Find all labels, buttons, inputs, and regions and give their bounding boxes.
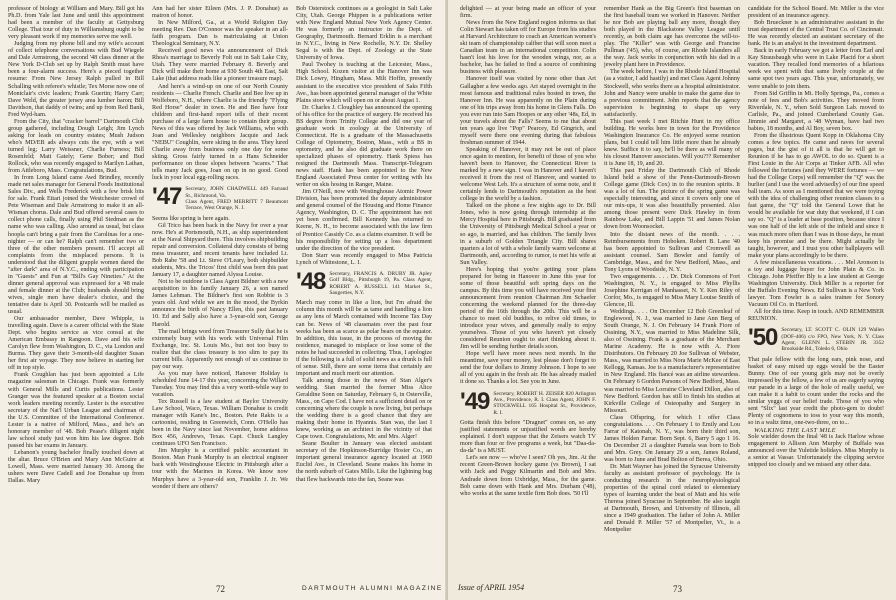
- magazine-title: DARTMOUTH ALUMNI MAGAZINE: [302, 585, 443, 592]
- class-year: '47: [152, 183, 182, 211]
- paragraph: From the City, that "cracker barrel" Dartmouth Club group gathered, including Dough Leigh; Jim Lynch asking for leads on country estates; Mush Judson who's MD/EB ads always cuts the eye, with a wet turned leg; Larry Weissner, Charlie Furness; Bill Rosenfeld; Matt Gately; Gene Bober; and Bud Rollock, who was recently engaged to Marilyn Lathan, from Attleboro, Mass. Congratulations, Bud.: [8, 118, 144, 175]
- paragraph: delighted — at your being made an officer of your firm.: [460, 6, 596, 20]
- paragraph: Back in early February we got a letter from Earl and Kay Strausbaugh who were in Lake Placid for a short vacation. They recalled fond memories of a hilarious week we spent with that same lively couple at the same spot two years ago. This year, unfortunately, we were unable to join them.: [748, 48, 884, 90]
- left-column-2: [152, 6, 288, 491]
- paragraph: A few miscellaneous vocations. . . . Mel Aronson is a toy and luggage buyer for John Plain & Co. in Chicago. John Pfeiffer Bly is a law student at George Washington University. Dick Miller is a reporter for the Buffalo Evening News. Ed Sullivan is a New York lawyer. Tom Fowler is a sales trainee for Sonory Vacuum Oil Co. in Hartford.: [748, 259, 884, 308]
- paragraph: News from the New England region informs us that Colin Stewart has taken off for Europe from his studies at Harvard Architecture to coach an American women's ski team of championship caliber that will soon meet a Canadian team in an international competition. Colin hasn't lost his love for the wooden wings, nor, as a bachelor, has he failed to find a source of combining business with pleasure.: [460, 20, 596, 76]
- paragraph: Sole wielder down the final '48 is Jack Harlow whose engagement to Allison Ann Murphy of Buffalo was announced over the Yuletide holidays. Miss Murphy is a senior at Vassar. Unfortunately the clipping service snipped too closely and we missed any other data.: [748, 434, 884, 469]
- paragraph: Here's hoping that you're getting your plans prepared for being in Hanover in June this year for some of those beautiful soft spring days on the campus. By this time you will have received your first announcement from reunion Chairman Jim Schaefer concerning the weekend planned for the three-day period of the 16th through the 20th. This will be a chance to meet old buddies, to relive old times, to introduce your wives, and generally really to enjoy yourselves. Those of you who haven't yet closely considered Reunion ought to start thinking about it. Jim will be sending further details soon.: [460, 266, 596, 351]
- class-heading-48: [296, 267, 432, 297]
- paragraph: As you may have noticed, Hanover Holiday is scheduled June 14-17 this year, concerning the Willard Tuesday. You may find this a very worth-while way to vacation.: [152, 370, 288, 398]
- paragraph: Gil Trico has been back in the Navy for over a year now. He's at Portsmouth, N.H., as ship superintendent at the Naval Shipyard there. This involves shipbuilding repair and conversion. Collateral duty consists of being mess treasurer, and recent tenants have included Lt. Bob Rabe '58 and Lt. Steve O'Leary, both shipbuilder students, Mrs. the Tricos' first child was born this past January 17, a daughter named Alyssa Louise.: [152, 222, 288, 279]
- paragraph: Don Starr was recently engaged to Miss Patricia Lynch of Whitestone, L. I.: [296, 252, 432, 266]
- paragraph: Weddings. . . . On December 12 Bob Greenleaf of Englewood, N. J., was married to Jane Ann Berg of South Orange, N. J. On February 14 Frank Fiore of Ossining, N.Y., was married to Miss Madeline Silk, also of Ossining. Frank is a graduate of the Merchant Marine Academy. He is now with A. Fiore Distributors. On February 20 Joe Sullivan of Webster, Mass., was married to Miss Nora Marie McKee of East Kellogg, Kansas. Joe is a manufacturer's representative in New England. His fiancé was an airline stewardess. On February 6 Gordon Parsons of New Bedford, Mass. was married to Miss Lorraine Cleveland Dillon, also of New Bedford. Gordon has still to finish his studies at Kirkville College of Osteopathy and Surgery in Missouri.: [604, 309, 740, 414]
- paragraph: Frank Coughlan has just been appointed a Life magazine salesman in Chicago. Frank was formerly with General Mills and Curtis publications. Lester Granger was the featured speaker at a Boston social work leaders meeting recently. Lester is the executive secretary of the Nat'l Urban League and chairman of the U.S. Committee of the International Conference. Lester is a native of Milford, Mass., and he's an honorary member of '48. Bob Pease's diligent night law school study just won him his law degree. Bob passed his bar exams in January.: [8, 372, 144, 449]
- paragraph: That pale fellow with the long ears, pink nose, and basket of easy mixed up eggs would be the Easter Bunny. One of our young girls may not be overly impressed by the fellow, a few of us are eagerly saying our parade in a large of the hole of really useful, we can make it a habit to count under the rocks and the similar yeggs of our belief trade. Those of you who sent "Slix" last year credit the photo-gem to doubt! Plenty of cognomens to toss to your way this month, so in a waltz time, one-two-three, on to...: [748, 356, 884, 427]
- paragraph: Our ambassador member, Dave Whipple, is travelling again. Dave is a career official with the State Dept. who begins service as vice consul at the American Embassy in Rangoon. Dave and his wife Carolyn flew from Washington, D. C., via London and Burma. They gave their 3-month-old daughter Susan her first air voyage. They now believe in starting her off in top style.: [8, 316, 144, 372]
- paragraph: Dr. Charles J. Cloughley has announced the opening of his office for the practice of surgery. He received his BS degree from Trinity College and did one year of graduate work in zoology at the University of Connecticut. He is a graduate of the Massachusetts College of Optometry, Boston, Mass., with a BS in optometry, and he also did graduate work there on specialized phases of optometry. Hank Spiess has resigned the Dartmouth Mass. Transcript-Telegram news staff. Hank has been appointed to the New England Associated Press center for writing with his writer on skis hosing in Ranger, Maine.: [296, 104, 432, 189]
- class-year: '48: [296, 267, 326, 295]
- class-heading-49: [460, 387, 596, 417]
- paragraph: From Sid Griffin in Mt. Holly Springs, Pa., comes a note of fees and Bob's activities. They moved from Riverdale, N. Y., when Sold Surgeon Lab. moved to Carlisle, Pa., and joined Cumberland County Gas. Jimmie and Margaret, a '48 Wyman, have had two babies, 18 months, and Al Boy, seven box.: [748, 90, 884, 132]
- class-officers: Secretary, ROBERT H. ZEISER 820 Arlington Ave., Providence, R. I. Class Agent, JOHN F. STOCKWELL 165 Hospital St., Providence, R. I.: [493, 390, 596, 416]
- left-column-1: [8, 6, 144, 485]
- paragraph: Hope we'll have more news next month. In the meantime, save your money, lest please don't forget to send the four dollars to Jimmy Johnson. I hope to see all of you again in the fresh air. He has already mailed it done so. Thanks a lot. See you in June.: [460, 351, 596, 386]
- paragraph: From the illustrious Quent Kopp in Oklahoma City comes a few topics. He came and raves for several pages, but the gist of it all is that he will get to Reunion if he has to go AWOL to do so. Quent is a First Louie in the Air Corps at Tinker AFB. All who followed the fortunes (and they WERE fortunes — we had the College Corps) will remember the "Q" was the burlier (and I use the word advisedly) of our fine speed ball team. As soon as I mentioned that we were toying with the idea of challenging other reunion classes to a fast game, the "Q" told the General Lowe that he would be available for war duty that weekend, if I can say so. "Q" is a leader at base position, because since I was one half of the left side of the infield and since it was much more often than I was in those days, he must keep his promise and be there. Might actually be taught, however, and I trust you other ballplayers will make your plans accordingly to be there.: [748, 132, 884, 259]
- paragraph: In from Long Island came Awd Brindley, recently made net sales manager for General Foods Institutional Sales Div., and Wells Frederick with a few brisk bits for sale. Frank Ettari joined the Westchester crowd of Pete Wiseman and Dale Armstrong to make it an all-Wisman chorus. Dale and Bud offered several cases to collect phone calls, finally using Phil Stedman as the name who was calling. Also around as usual, but class hoopla can't bring a pair from the Carolinas for a one-nighter — or can he? Ralph can't remember two or three of the other members present. I'll accept all complaints from the misplaced persons. It is understood that the diligent grapple women dared the "after dark" area of N.Y.C., ending with participation in "Guests" and Fun at "Bill's Gay Nineties." At the dinner general approval was expressed for a '48 male and female dinner at the Club; husbands should bring wives, single men have dealer's choice, and the tentative date is April 30. Postcards will be mailed as usual.: [8, 175, 144, 316]
- paragraph: Hanover itself was visited by none other than Art Gallagher a few weeks ago. Art stayed overnight in the most famous and traditional rules hosted in town, the Hanover Inn. He was apparently on the Plain during one of his trips away from his home in Glens Falls. Do you ever run into Sam Hoopes or any other '48s, Ed, in your travels about the Falls? Seems to me that about ten years ago live "Pop" Pearcey, Ed Gingrich, and myself were there one evening during that fabulous freshman summer of 1944.: [460, 76, 596, 146]
- left-column-3: [296, 6, 432, 484]
- paragraph: Seane Boulter in January was elected assistant secretary of the Hopkinson-Burridge Hosier Co., an important general insurance agency located at 1960 Euclid Ave., in Cleveland. Seane makes his home in the north suburb of Gates Mills. Like the lightning bug that flew backwards into the fan, Seane was: [296, 441, 432, 483]
- paragraph: Dr. Matt Wayner has joined the Syracuse University faculty as assistant professor of psychology. He is conducting research in the neurophysiological properties of the spinal cord related to elementary types of learning under the beat of Matt and his wife Theresa joined Syracuse in September. He also taught at Dartmouth, Brown, and University of Illinois, all since a 1949 graduation. The father of John A. Miller and Donald P. Miller '57 of Montpelier, Vt., is a Montpelier: [604, 464, 740, 534]
- paragraph: Bob Osterstock continues as a geologist in Salt Lake City, Utah. George Phippen is a publications writer with New England Mutual New York Agency Center. He was formerly an instructor in the Dept. of Geography, Dartmouth. Bernard Erklin is a merchant in N.Y.C., living in New Rochelle, N.Y. Dr. Shelley Segal is with the Dept. of Zoology at the State University of Iowa.: [296, 6, 432, 62]
- right-page: [448, 0, 896, 600]
- paragraph: Seems like spring is here again.: [152, 215, 230, 222]
- paragraph: Jim O'Neill, now with Westinghouse Atomic Power Division, has been promoted the deputy administrator and general counsel of the Housing and Home Finance Agency, Washington, D. C. The appointment has not yet been confirmed. Bill Kennedy has returned to Keene, N. H., to become associated with the law firm of Prentice Cassidy Co. as a claims examiner. It will be his responsibility for setting up a loss department under the direction of the vice president.: [296, 189, 432, 252]
- paragraph: Let's see now — who've I seen? Oh yes, Jim. At the recent Green-Brown hockey game (vs Brown), I sat with Jack and Peggy Kilmartin and Bob and Mrs. Andrade down from Uxbridge, Mass., for the game. Bob came down with Hank and Mrs. Durham ('48), who works at the same textile firm Bob does. '50 I'll: [460, 455, 596, 497]
- class-officers: Secretary, LT. SCOTT C. OLIN 129 Wallen (DOF-406) c/o FPO, New York, N. Y. Class Agent, GLENN L. STEBIN JR. 3352 Brookside Rd., Toledo 6, Ohio: [781, 327, 884, 353]
- paragraph: Paul Twohey is teaching at the Leicester, Mass., High School. Kozen visitor at the Hanover Inn was Dick Lowry, Hingham, Mass. Milt Hoffin, presently assistant to the executive vice president of Saks Fifth Ave., has been appointed general manager of the White Plains store which will open on or about August 1.: [296, 62, 432, 104]
- paragraph: remember Hank as the Big Green's first baseman on the first baseball team we worked in Hanover. Neither he nor Bob are playing ball any more, though they both played in the Blackstone Valley League until recently, as both claim age has overcome the will-to-play. The "Killer" was with George and Francine Pullman ('45), who, of course, are Rhode Islanders all the way. Jack works in conjunction with his dad in a jewelry plant here in Providence.: [604, 6, 740, 69]
- page-number: 73: [673, 584, 682, 594]
- paragraph: candidate for the School Board. Mr. Miller is the vice president of an insurance agency.: [748, 6, 884, 20]
- paragraph: And here's a wind-up on one of our North County residents — Charlie French. Charlie and Bee live up in Wolfeboro, N.H., where Charlie is the friendly "Flying Red Horse" dealer in town. He and Bee have four children and first-hand report tells of their recent purchase of a large farm house to contain their group. News of this was offered by Jack Williams, who with Joan and Wellesley neighbors Jacquie and Jack "NEBU" Coughlin, were skiing in the area. They lured Charlie away from business only one day for some skiing. Gross fairly turned in a Hans Schneider performance on those slopes between "scares." That tells many Jack goes, Joan on up in no good. Good luck in your local egg-rolling races.: [152, 83, 288, 182]
- paragraph: Class Offspring, for which I offer Class congratulations. . . . On February 1 to Emily and Lou Farrar of Katonah, N. Y., was born their third son, James Holden Farrar. Born Sept. 6, Barry 5 ago 1 16. On December 21 a daughter Pamela was born to Bob and Mrs. Grey. On January 29 a son, James Roland, was born to June and Brad Bolton of Berea, Ohio.: [604, 414, 740, 463]
- paragraph: All for this time. Keep in touch. AND REMEMBER REUNION.: [748, 309, 884, 323]
- paragraph: This past Friday the Dartmouth Club of Rhode Island held a show of the Penn-Dartmouth-Brown College game (Dick Cox) in to the reunion spirits. It was a lot of fun. The picture of the spring game was especially interesting, and since it covers only one of our mix-ups, it was also beautifully presented. Also among those present were Dick Hawley in from Rainbow Lake, and Bill Lappin '51 and James Nolan down from Woonsocket.: [604, 168, 740, 231]
- section-subheading: WALKING THE LAST MILE: [754, 427, 836, 435]
- class-officers: [185, 186, 288, 212]
- paragraph: Jim Murphy is a certified public accountant in Boston. Man Frank Murphy is an electrical engineer back with Westinghouse Electric in Pittsburgh after a tour with the Marines in Korea. We know now Murphys have a 3-year-old son, Franklin J. Jr. We wonder if there are others?: [152, 448, 288, 490]
- paragraph: Judging from my phone bill and my wife's account of collect telephone conversations with Bud Wiegele and Dale Armstrong, the second '48 class dinner at the New York D-Club set up by Ralph Smith must have been a four-alarm success. Here's a pieced together resume: From New Jersey Ralph pulled in Bill Schalling with referee's whistle; Tex Morse now one of Montclair's civic leaders; Frank Guertin; Harry Carr; Dave Weld, the greater jersey area lumber baron; Bill Davidson, that daddy of twins; and up from Red Bank, Fred Wyd-ham.: [8, 41, 144, 118]
- paragraph: March may come in like a lion, but I'm afraid the column this month will be as tame and handling a lion as any lens of March contained with Income Tax Day can be. News of '48 classmates over the past four weeks has been as scarce as polar bears on the equator. In addition, this issue, in the process of moving the residence, managed to misplace or lose some of the notes he had succeeded in collecting. Thus, I apologize if the following is a full of solid news as a drunk is full of sense. Still, there are some items that certainly are important and much merit our attention.: [296, 300, 432, 377]
- issue-date: Issue of APRIL 1954: [458, 583, 525, 592]
- class-officers: Secretary, FRANCIS A. DRURY JR. Apley Golf Bldg., Pittsburgh 19, Pa. Class Agent, ROBERT A. RUSSELL 141 Market St., Saugerties, N.Y.: [329, 270, 432, 296]
- class-secretary: Secretary, JOHN CHADWELL 449 Farrand St., Richmond, Va.: [185, 186, 288, 199]
- paragraph: Lebanon's young bachelor finally touched down at the altar. Bruce O'Brien and Mary Ann McGuire at Lowell, Mass. were married January 30. Among the ushers were Dave Cadell and Joe Donahue up from Dallas. Mary: [8, 449, 144, 485]
- paragraph: Received good news via announcement of Dick Rhoa's marriage to Beverly Folt out in Salt Lake City, Utah. They were married February 8. Beverly and Dick will make their home at 930 South 4th East, Salt Lake (that address reads like a pioneer treasure map).: [152, 48, 288, 83]
- paragraph: Tex Russell is a law student at Baylor University Law School, Waco, Texas. William Donahue is credit manager with Kane's Inc., Boston. Pete Rakis is a cartoonist, residing in Greenwich, Conn. O'Hello has been in the Navy since last November, home address Box 456, Andrews, Texas. Capt. Chuck Langley continues UFO Sen Francisco.: [152, 399, 288, 448]
- paragraph: Bob Brueckner is an administrative assistant in the trust department of the Central Trust Co. of Cincinnati. He was recently elected an assistant secretary of the bank. He is an analyst in the investment department.: [748, 20, 884, 48]
- paragraph: Two engagements. . . . Dr. Dick Commons of Fort Washington, N. Y., is engaged to Miss Phyllis Josephine Kerrigan of Manhasset, N. Y. Ken Riley of Corfor, Mo., is engaged to Miss Mary Louise Smith of Glencoe, Ill.: [604, 273, 740, 308]
- class-agent: Class Agent, FRED MERRITT 7 Beaumont Terrace, West Orange, N. J.: [185, 198, 288, 212]
- class-year: '50: [748, 324, 778, 352]
- paragraph: Speaking of Hanover, it may not be out of place once again to mention, for benefit of those of you who haven't been to Hanover, the Connecticut River is marked by a new sign. I was in Hanover and I haven't received it from the rest of Hanover, and wanted to welcome West Leb. It's a structure of some note, and it certainly lends to Dartmouth's reputation as the best college in the world by a fashion.: [460, 146, 596, 203]
- paragraph: In New Milford, Ga., at a World Religion Day meeting Rev. Dan O'Connor was the speaker in an all-faith program. Dan is matriculating at Union Theological Seminary, N.Y.: [152, 20, 288, 48]
- paragraph: Talk among those in the news of Stan Alger's wedding. Stan married the former Miss Alice Geraldine Sonn on Saturday, February 6, in Osterville, Mass., on Cape Cod. I have not a sufficient detail on or concerning where the couple is now living, but perhaps the wedding there is a good chance that they are making their home in Hyannis. Stan was, the last I knew, working as an architect in the vicinity of that Cape town. Congratulations, Mr. and Mrs. Alger!: [296, 377, 432, 441]
- paragraph: Gotta finish this before "Dragnet" comes on, so any justified statements or unjustified words are hereby explained. I don't suppose that the Zeisers watch TV more than four or five programs a week, but "Daa-da-da-da" is a MUST.: [460, 420, 596, 455]
- paragraph: Into the distant news of the month. . . . Reimbursements from Hoboken. Robert B. Lane '40 has been appointed to Sullivan and Cromwell as assistant counsel. Sam Bowler and family of Cambridge, Mass., and for New Bedford, Mass., and Tony Lyons of Woodside, N. Y.: [604, 231, 740, 273]
- paragraph: The week before, I was in the Rhode Island Hospital (as a visitor, I add hastily) and met Class Agent Johnny Stockwell, who works there as a hospital administrator. John and Nancy were unable to make the game due to a previous commitment. John reports that the agency supervision is beginning to shape up very satisfactorily.: [604, 69, 740, 118]
- page-number: 72: [216, 584, 225, 594]
- paragraph: The mail brings word from Treasurer Sully that he is extremely busy with his work with Universal Film Exchange, Inc. St. Louis Mo., but not too busy to realize that the class treasury is too slim to pay its current bills. Apparently not enough of us continue to pay our way.: [152, 328, 288, 370]
- right-column-1: [460, 6, 596, 498]
- paragraph: Ann had her sister Eileen (Mrs. J. P. Donahue) as matron of honor.: [152, 6, 288, 20]
- class-heading-47: [152, 183, 288, 212]
- class-year: '49: [460, 387, 490, 415]
- paragraph: This past week I met Ritchie Hunt in my office building. He works here in town for the Providence Washington Insurance Co. He enjoyed some reunion plans, but I could tell him little more than he already knew. Suffice it to say, he'll be there as will many of his closest Hanover associates. Will you??? Remember it is June 18, 19, and 20.: [604, 118, 740, 168]
- paragraph: Not to be outdone is Class Agent Bildner with a new acquisition to his family January 26, a son named James Lehman. The Bildner's first son Robbie is 3 years old. And while we are in the mood, the Byrkin announce the birth of Nancy Ellen, this past January 10. Ed and Sally also have a 3-year-old son, George Harold.: [152, 279, 288, 328]
- right-column-3: [748, 6, 884, 469]
- class-heading-50: [748, 324, 884, 353]
- right-column-2: [604, 6, 740, 535]
- paragraph: Talked on the phone a few nights ago to Dr. Bill Jones, who is now going through internship at the Mercy Hospital here in Pittsburgh. Bill graduated from the University of Pittsburgh Medical School a year or so ago, is married, and has children. The family lives in a suburb of Golden Triangle City. Bill shares quarters a lot of with a whole family warm welcome at Dartmouth, and, according to rumor, is met his wife at Sun Valley.: [460, 203, 596, 266]
- paragraph: professor of biology at William and Mary. Bill got his Ph.D. from Yale last June and until this appointment had been a member of the faculty at Gettysburg College. That tour of duty in Williamsburg ought to be very pleasant work if my memories serve me well.: [8, 6, 144, 41]
